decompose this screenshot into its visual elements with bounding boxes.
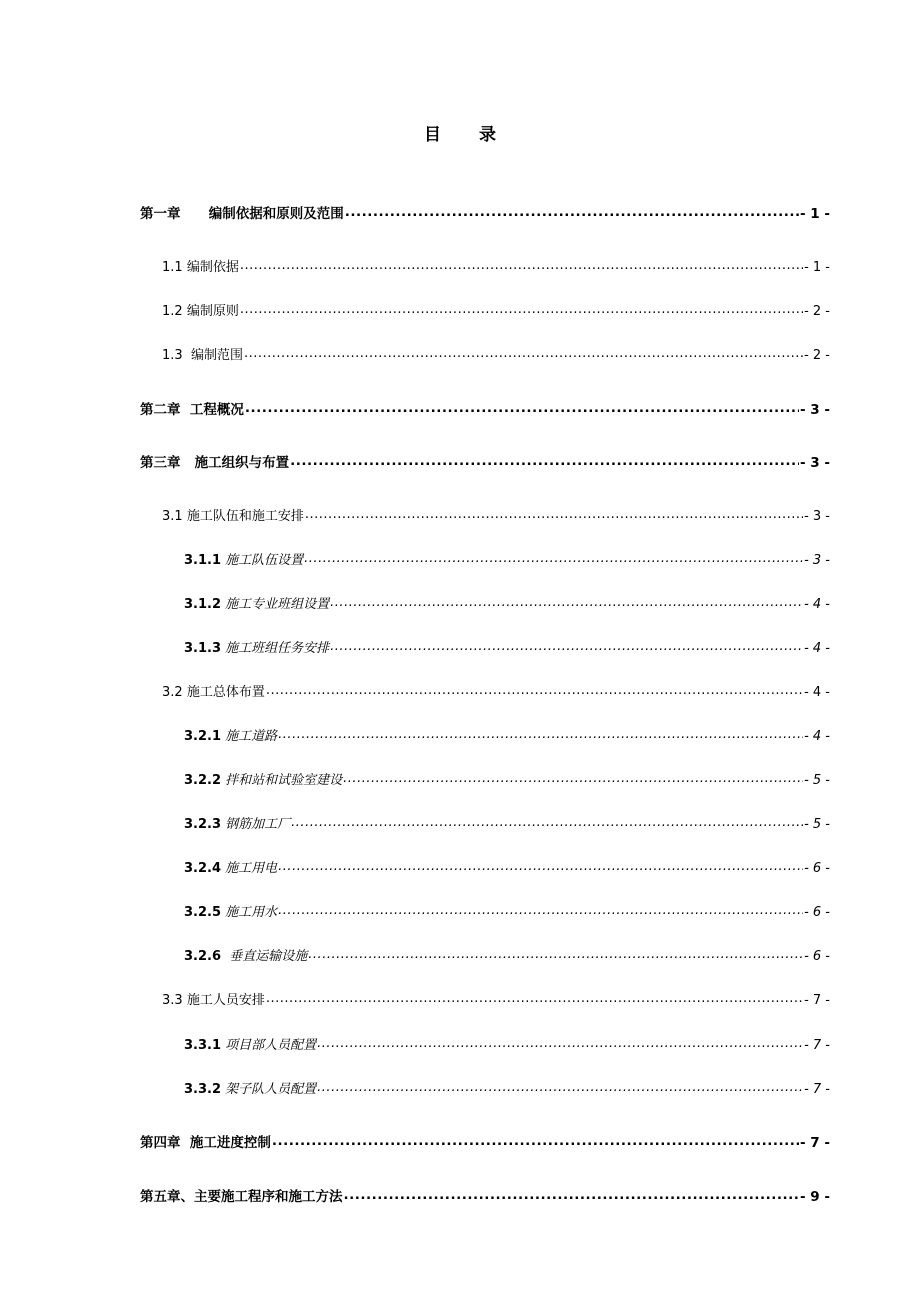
toc-entry-number: 3.2.6	[184, 949, 222, 964]
dot-leader	[278, 903, 803, 916]
toc-entry[interactable]	[162, 681, 830, 700]
toc-entry-text: 编制原则	[186, 304, 239, 319]
toc-entry[interactable]	[184, 945, 830, 964]
toc-entry-text: 施工组织与布置	[194, 455, 290, 471]
dot-leader	[266, 683, 803, 696]
toc-entry-text: 施工用电	[225, 861, 278, 876]
toc-entry[interactable]	[140, 1131, 830, 1151]
toc-entry-number: 3.2.2	[184, 773, 222, 788]
toc-entry[interactable]	[162, 505, 830, 524]
toc-entry-text: 架子队人员配置	[225, 1082, 317, 1097]
toc-entry-number: 3.2.1	[184, 729, 222, 744]
toc-entry[interactable]	[162, 344, 830, 363]
dot-leader	[330, 595, 803, 608]
toc-entry-page-number: - 7 -	[804, 1038, 830, 1053]
toc-entry-label	[162, 344, 243, 363]
dot-leader	[345, 205, 799, 219]
toc-entry-number: 3.2.4	[184, 861, 222, 876]
toc-entry-number: 3.3.2	[184, 1082, 222, 1097]
toc-entry-number: 3.2	[162, 685, 183, 700]
toc-entry-page-number: - 3 -	[800, 402, 830, 418]
toc-entry-number: 3.1.2	[184, 597, 222, 612]
toc-entry-number: 第二章	[140, 402, 181, 418]
toc-entry-label	[162, 505, 304, 524]
dot-leader	[240, 302, 803, 315]
toc-entry-text: 拌和站和试验室建设	[225, 773, 343, 788]
toc-entry-label	[184, 813, 290, 832]
toc-entry-number: 第三章	[140, 455, 181, 471]
toc-entry-text: 施工用水	[225, 905, 278, 920]
toc-entry-label	[162, 256, 239, 275]
dot-leader	[278, 859, 803, 872]
toc-entry-number: 第一章	[140, 206, 181, 222]
toc-entry-text: 项目部人员配置	[225, 1038, 317, 1053]
toc-entry-label	[140, 1131, 271, 1151]
toc-entry-number: 3.3	[162, 993, 183, 1008]
dot-leader	[344, 1188, 800, 1202]
dot-leader	[244, 346, 803, 359]
dot-leader	[330, 639, 803, 652]
toc-entry-label	[140, 398, 244, 418]
toc-entry-page-number: - 1 -	[804, 260, 830, 275]
toc-entry-label	[162, 300, 239, 319]
dot-leader	[290, 454, 799, 468]
dot-leader	[343, 771, 803, 784]
toc-entry-text: 主要施工程序和施工方法	[194, 1189, 343, 1205]
toc-entry-number: 第四章	[140, 1135, 181, 1151]
dot-leader	[317, 1080, 803, 1093]
toc-entry-page-number: - 4 -	[804, 597, 830, 612]
toc-entry-page-number: - 7 -	[800, 1135, 830, 1151]
toc-entry-text: 施工人员安排	[186, 993, 265, 1008]
toc-entry[interactable]	[184, 813, 830, 832]
toc-entry-text: 垂直运输设施	[229, 949, 308, 964]
dot-leader	[304, 551, 803, 564]
toc-entry-label	[140, 451, 289, 471]
toc-entry-page-number: - 5 -	[804, 817, 830, 832]
dot-leader	[308, 947, 803, 960]
toc-entry-number: 3.3.1	[184, 1038, 222, 1053]
toc-entry-text: 施工道路	[225, 729, 278, 744]
toc-entry-label	[140, 202, 344, 222]
toc-entry-number: 1.2	[162, 304, 183, 319]
toc-entry-page-number: - 7 -	[804, 993, 830, 1008]
toc-entry-number: 3.1.1	[184, 553, 222, 568]
toc-entry-label	[184, 857, 277, 876]
toc-entry-page-number: - 3 -	[804, 553, 830, 568]
toc-entry[interactable]	[184, 901, 830, 920]
toc-entry[interactable]	[184, 637, 830, 656]
toc-entry[interactable]	[162, 256, 830, 275]
toc-entry-label	[184, 769, 342, 788]
toc-entry-page-number: - 3 -	[804, 509, 830, 524]
toc-entry-label	[184, 1034, 316, 1053]
toc-entry-number: 3.1.3	[184, 641, 222, 656]
dot-leader	[266, 991, 803, 1004]
toc-entry-number: 第五章、	[140, 1189, 194, 1205]
toc-entry[interactable]	[184, 725, 830, 744]
dot-leader	[240, 258, 803, 271]
toc-entry[interactable]	[184, 1034, 830, 1053]
toc-entry-page-number: - 5 -	[804, 773, 830, 788]
toc-entry-text: 钢筋加工厂	[225, 817, 291, 832]
toc-entry-label	[184, 593, 329, 612]
toc-entry-page-number: - 7 -	[804, 1082, 830, 1097]
toc-entry[interactable]	[184, 549, 830, 568]
toc-entry-page-number: - 6 -	[804, 905, 830, 920]
toc-entry-text: 施工班组任务安排	[225, 641, 330, 656]
toc-entry-page-number: - 4 -	[804, 729, 830, 744]
toc-entry-page-number: - 4 -	[804, 685, 830, 700]
toc-entry-label	[184, 637, 329, 656]
toc-entry-page-number: - 4 -	[804, 641, 830, 656]
dot-leader	[245, 401, 799, 415]
toc-entry-text: 施工队伍设置	[225, 553, 304, 568]
toc-entry-text: 施工进度控制	[189, 1135, 271, 1151]
toc-entry-label	[184, 549, 303, 568]
toc-entry-label	[184, 945, 307, 964]
toc-entry-page-number: - 3 -	[800, 455, 830, 471]
toc-entry-page-number: - 9 -	[800, 1189, 830, 1205]
toc-entry-text: 工程概况	[189, 402, 244, 418]
toc-title: 目 录	[424, 125, 512, 145]
toc-entry[interactable]	[140, 451, 830, 471]
toc-entry-label	[184, 725, 277, 744]
toc-entry-page-number: - 2 -	[804, 348, 830, 363]
toc-entry-label	[184, 901, 277, 920]
toc-entry-label	[140, 1185, 343, 1205]
dot-leader	[305, 507, 803, 520]
dot-leader	[278, 727, 803, 740]
toc-entry-number: 3.2.3	[184, 817, 222, 832]
toc-entry-label	[184, 1078, 316, 1097]
toc-entry[interactable]	[162, 989, 830, 1008]
toc-entry-number: 3.1	[162, 509, 183, 524]
toc-entry[interactable]	[184, 593, 830, 612]
toc-entry-label	[162, 681, 265, 700]
toc-entry-text: 编制范围	[190, 348, 243, 363]
dot-leader	[317, 1036, 803, 1049]
toc-entry-text: 编制依据	[186, 260, 239, 275]
toc-entry[interactable]	[140, 398, 830, 418]
toc-entry-text: 施工专业班组设置	[225, 597, 330, 612]
dot-leader	[272, 1134, 799, 1148]
toc-entry-text: 编制依据和原则及范围	[208, 206, 344, 222]
toc-entry[interactable]	[140, 1185, 830, 1205]
toc-entry-page-number: - 1 -	[800, 206, 830, 222]
toc-entry-page-number: - 2 -	[804, 304, 830, 319]
toc-entry[interactable]	[140, 202, 830, 222]
toc-entry-page-number: - 6 -	[804, 949, 830, 964]
toc-entry-text: 施工总体布置	[186, 685, 265, 700]
toc-entry-page-number: - 6 -	[804, 861, 830, 876]
dot-leader	[291, 815, 803, 828]
toc-entry-number: 1.1	[162, 260, 183, 275]
toc-entry[interactable]	[162, 300, 830, 319]
toc-entry[interactable]	[184, 857, 830, 876]
toc-entry-label	[162, 989, 265, 1008]
toc-entry-number: 1.3	[162, 348, 183, 363]
toc-entry[interactable]	[184, 1078, 830, 1097]
toc-entry-text: 施工队伍和施工安排	[186, 509, 304, 524]
toc-entry-number: 3.2.5	[184, 905, 222, 920]
toc-entry[interactable]	[184, 769, 830, 788]
